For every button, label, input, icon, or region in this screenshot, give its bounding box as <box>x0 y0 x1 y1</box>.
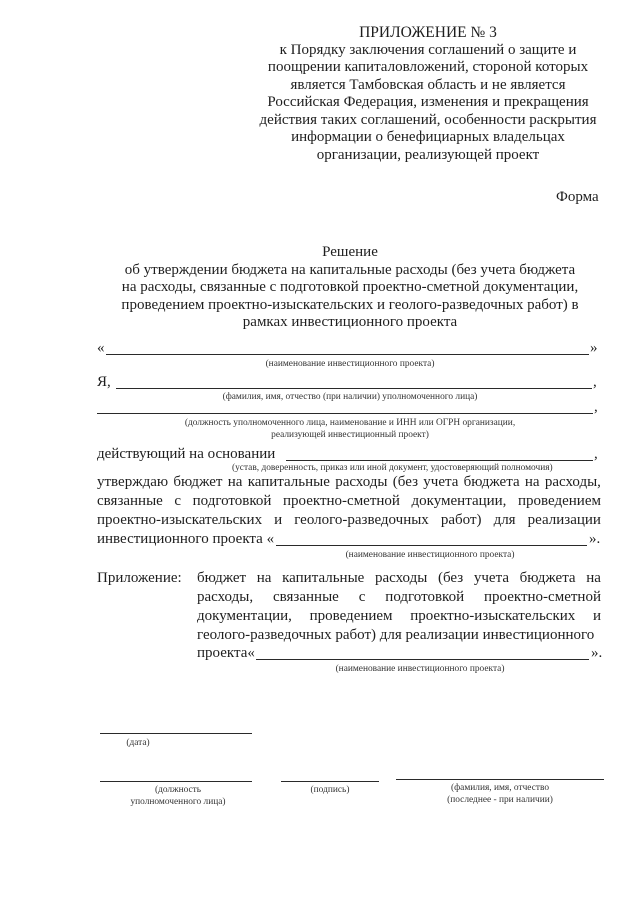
appendix-line: организации, реализующей проект <box>316 146 540 163</box>
word: проектно-сметной <box>283 493 400 509</box>
word: на <box>524 474 540 490</box>
signature-caption: (подпись) <box>310 785 350 795</box>
appendix-line: Российская Федерация, изменения и прекращения <box>267 94 589 110</box>
decision-title: Решение <box>322 244 378 260</box>
date-caption: (дата) <box>126 738 150 748</box>
ya-label: Я, <box>97 374 111 390</box>
word: проведением <box>309 608 393 624</box>
word: геолого-разведочных <box>294 512 429 528</box>
word: и <box>274 512 283 528</box>
word: и <box>592 608 601 624</box>
close-quote: » <box>590 340 598 356</box>
word: проектно-изыскательских <box>410 608 576 624</box>
word: проектно-сметной <box>484 589 601 605</box>
decision-subtitle-line: проведением проектно-изыскательских и геолого-разведочных работ) в <box>121 296 579 313</box>
position-field[interactable] <box>97 413 593 414</box>
position-caption <box>120 418 580 441</box>
position-caption-line: реализующей инвестиционный проект) <box>271 429 429 440</box>
signature-field[interactable] <box>281 781 379 782</box>
approve-line-4-start: инвестиционного проекта « <box>97 531 275 547</box>
word: бюджет <box>173 474 223 490</box>
attachment-label: Приложение: <box>97 570 182 586</box>
appendix-title: ПРИЛОЖЕНИЕ № 3 <box>359 24 497 41</box>
word: учета <box>423 474 459 490</box>
position-signature-field[interactable] <box>100 781 252 782</box>
word: (без <box>392 474 418 490</box>
approve-line-2 <box>97 493 601 511</box>
basis-field[interactable] <box>286 460 593 461</box>
word: расходы <box>335 474 388 490</box>
approve-line-4-end: ». <box>589 531 601 547</box>
word: для <box>493 512 516 528</box>
word: на <box>586 570 601 586</box>
word: расходы, <box>197 589 254 605</box>
word: расходы <box>375 570 428 586</box>
caption-line: (фамилия, имя, отчество <box>450 783 550 793</box>
acting-label: действующий на основании <box>97 446 276 462</box>
appendix-line: является Тамбовская область и не является <box>290 76 566 93</box>
word: бюджета <box>519 570 576 586</box>
decision-subtitle-line: об утверждении бюджета на капитальные расходы (без учета бюджета <box>124 261 576 278</box>
position-caption-line: (должность уполномоченного лица, наименование и ИНН или ОГРН организации, <box>184 418 516 428</box>
fio-field[interactable] <box>116 388 592 389</box>
attachment-line-2 <box>197 589 601 607</box>
word: работ) <box>440 512 482 528</box>
form-label: Форма <box>556 189 599 205</box>
word: связанные <box>97 493 163 509</box>
fio-signature-field[interactable] <box>396 779 604 780</box>
approve-line-1 <box>97 474 601 492</box>
appendix-line: информации о бенефициарных владельцах <box>291 129 565 145</box>
word: (без <box>438 570 464 586</box>
word: проектно-изыскательских <box>97 512 263 528</box>
caption-line: уполномоченного лица) <box>130 796 226 807</box>
appendix-line: к Порядку заключения соглашений о защите и <box>279 41 577 58</box>
position-signature-caption <box>98 785 258 808</box>
word: с <box>174 493 182 509</box>
decision-subtitle-line: на расходы, связанные с подготовкой проектно-сметной документации, <box>121 279 579 295</box>
attachment-line-3 <box>197 608 601 626</box>
open-quote: « <box>97 340 105 356</box>
approve-caption: (наименование инвестиционного проекта) <box>345 550 515 560</box>
word: капитальные <box>282 570 365 586</box>
word: документации, <box>197 608 292 624</box>
word: подготовкой <box>385 589 465 605</box>
word: на <box>227 474 243 490</box>
approve-project-field[interactable] <box>276 545 587 546</box>
decision-subtitle-line: рамках инвестиционного проекта <box>242 314 458 330</box>
attachment-line-4: геолого-разведочных работ) для реализации инвестиционного <box>197 627 595 643</box>
decision-heading <box>100 244 600 332</box>
position-comma: , <box>594 399 598 415</box>
basis-caption: (устав, доверенность, приказ или иной документ, удостоверяющий полномочия) <box>232 463 553 473</box>
word: документации, <box>411 493 507 509</box>
appendix-line: действия таких соглашений, особенности раскрытия <box>259 111 597 128</box>
project-name-caption: (наименование инвестиционного проекта) <box>265 359 435 369</box>
fio-caption: (фамилия, имя, отчество (при наличии) уполномоченного лица) <box>222 392 478 402</box>
appendix-line: поощрении капиталовложений, стороной которых <box>267 59 589 75</box>
fio-signature-caption <box>420 783 580 806</box>
attachment-line-5-start: проекта« <box>197 645 255 661</box>
word: утверждаю <box>97 474 169 490</box>
attachment-project-field[interactable] <box>256 659 589 660</box>
word: бюджета <box>463 474 520 490</box>
attachment-line-1 <box>197 570 601 588</box>
fio-comma: , <box>593 374 597 390</box>
word: связанные <box>272 589 339 605</box>
word: капитальные <box>247 474 330 490</box>
word: бюджет <box>197 570 247 586</box>
word: подготовкой <box>192 493 272 509</box>
word: учета <box>473 570 509 586</box>
word: с <box>358 589 366 605</box>
caption-line: (должность <box>154 785 202 795</box>
word: расходы, <box>544 474 601 490</box>
attachment-caption: (наименование инвестиционного проекта) <box>335 664 505 674</box>
word: реализации <box>527 512 601 528</box>
basis-comma: , <box>594 446 598 462</box>
project-name-field[interactable] <box>106 354 589 355</box>
appendix-block <box>255 24 601 164</box>
approve-line-3 <box>97 512 601 530</box>
date-field[interactable] <box>100 733 252 734</box>
caption-line: (последнее - при наличии) <box>447 794 553 805</box>
attachment-line-5-end: ». <box>591 645 603 661</box>
word: проведением <box>518 493 601 509</box>
word: на <box>256 570 272 586</box>
